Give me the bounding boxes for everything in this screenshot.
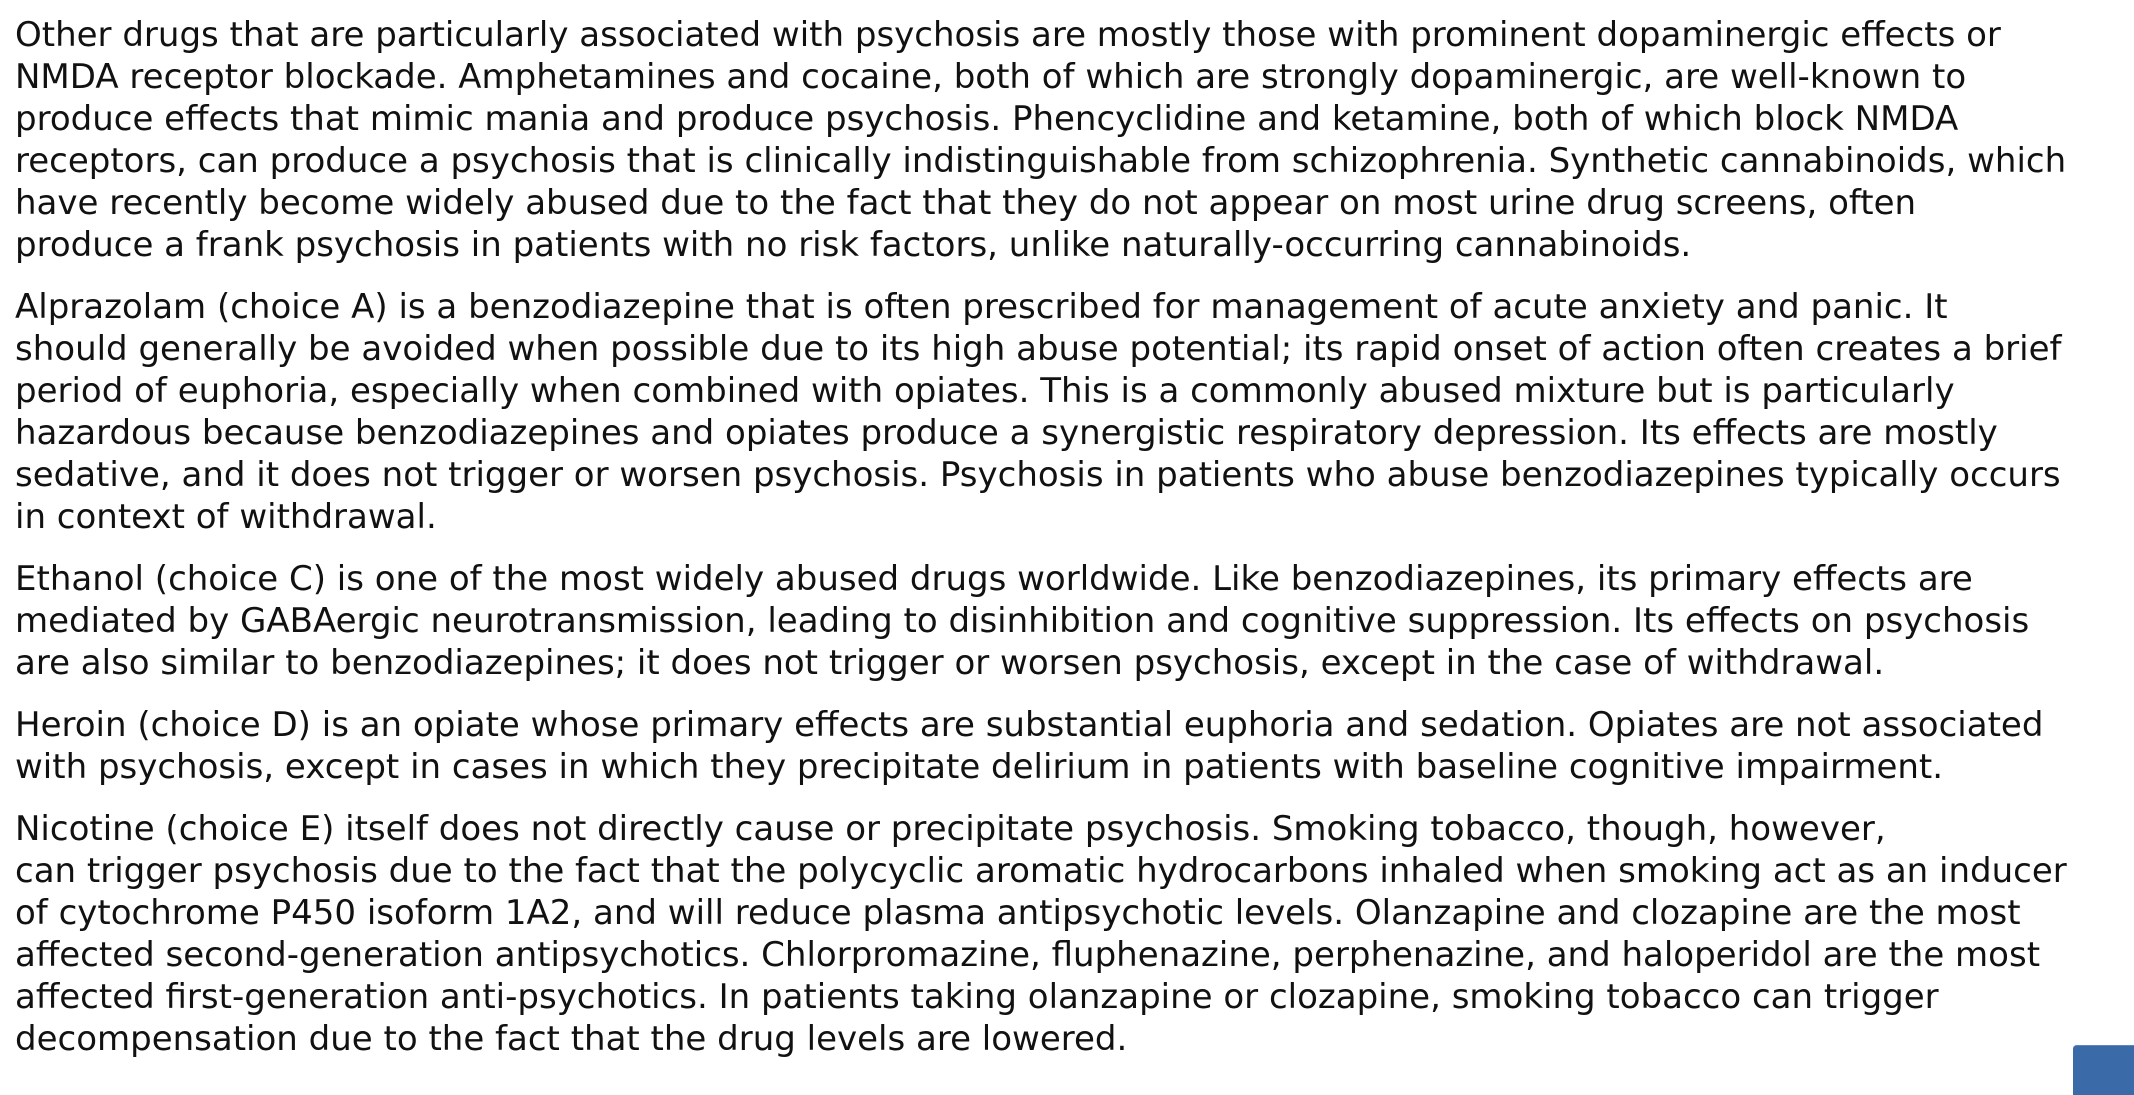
paragraph-nicotine bbox=[15, 808, 2125, 1060]
text-line: affected second-generation antipsychotics. Chlorpromazine, fluphenazine, perphenazine, and haloperidol are the most bbox=[15, 935, 2041, 975]
text-line: sedative, and it does not trigger or worsen psychosis. Psychosis in patients who abuse benzodiazepines typically occurs bbox=[15, 455, 2061, 495]
text-line: have recently become widely abused due to the fact that they do not appear on most urine drug screens, often bbox=[15, 183, 1917, 223]
text-line: Other drugs that are particularly associated with psychosis are mostly those with prominent dopaminergic effects or bbox=[15, 15, 2001, 55]
paragraph-ethanol bbox=[15, 558, 2125, 684]
text-line: can trigger psychosis due to the fact that the polycyclic aromatic hydrocarbons inhaled when smoking act as an inducer bbox=[15, 851, 2067, 891]
paragraph-psychosis-drugs bbox=[15, 14, 2125, 266]
paragraph-heroin bbox=[15, 704, 2125, 788]
text-line: period of euphoria, especially when combined with opiates. This is a commonly abused mixture but is particularly bbox=[15, 371, 1955, 411]
explanation-text bbox=[15, 14, 2125, 1080]
text-line: receptors, can produce a psychosis that is clinically indistinguishable from schizophrenia. Synthetic cannabinoids, which bbox=[15, 141, 2067, 181]
text-line: of cytochrome P450 isoform 1A2, and will reduce plasma antipsychotic levels. Olanzapine and clozapine are the most bbox=[15, 893, 2021, 933]
text-line: Ethanol (choice C) is one of the most widely abused drugs worldwide. Like benzodiazepines, its primary effects are bbox=[15, 559, 1973, 599]
text-line: hazardous because benzodiazepines and opiates produce a synergistic respiratory depression. Its effects are mostly bbox=[15, 413, 1998, 453]
text-line: should generally be avoided when possible due to its high abuse potential; its rapid onset of action often creates a brief bbox=[15, 329, 2062, 369]
text-line: affected first-generation anti-psychotics. In patients taking olanzapine or clozapine, smoking tobacco can trigger bbox=[15, 977, 1939, 1017]
text-line: NMDA receptor blockade. Amphetamines and cocaine, both of which are strongly dopaminergic, are well-known to bbox=[15, 57, 1967, 97]
text-line: Heroin (choice D) is an opiate whose primary effects are substantial euphoria and sedation. Opiates are not associated bbox=[15, 705, 2044, 745]
text-line: mediated by GABAergic neurotransmission, leading to disinhibition and cognitive suppression. Its effects on psychosis bbox=[15, 601, 2030, 641]
text-line: produce a frank psychosis in patients with no risk factors, unlike naturally-occurring cannabinoids. bbox=[15, 225, 1692, 265]
text-line: with psychosis, except in cases in which they precipitate delirium in patients with baseline cognitive impairment. bbox=[15, 747, 1944, 787]
text-line: Alprazolam (choice A) is a benzodiazepine that is often prescribed for management of acute anxiety and panic. It bbox=[15, 287, 1948, 327]
text-line: in context of withdrawal. bbox=[15, 497, 437, 537]
text-line: are also similar to benzodiazepines; it does not trigger or worsen psychosis, except in the case of withdrawal. bbox=[15, 643, 1885, 683]
text-line: decompensation due to the fact that the drug levels are lowered. bbox=[15, 1019, 1128, 1059]
text-line: produce effects that mimic mania and produce psychosis. Phencyclidine and ketamine, both of which block NMDA bbox=[15, 99, 1959, 139]
text-line: Nicotine (choice E) itself does not directly cause or precipitate psychosis. Smoking tobacco, though, however, bbox=[15, 809, 1886, 849]
corner-action-button[interactable] bbox=[2073, 1045, 2134, 1095]
paragraph-alprazolam bbox=[15, 286, 2125, 538]
